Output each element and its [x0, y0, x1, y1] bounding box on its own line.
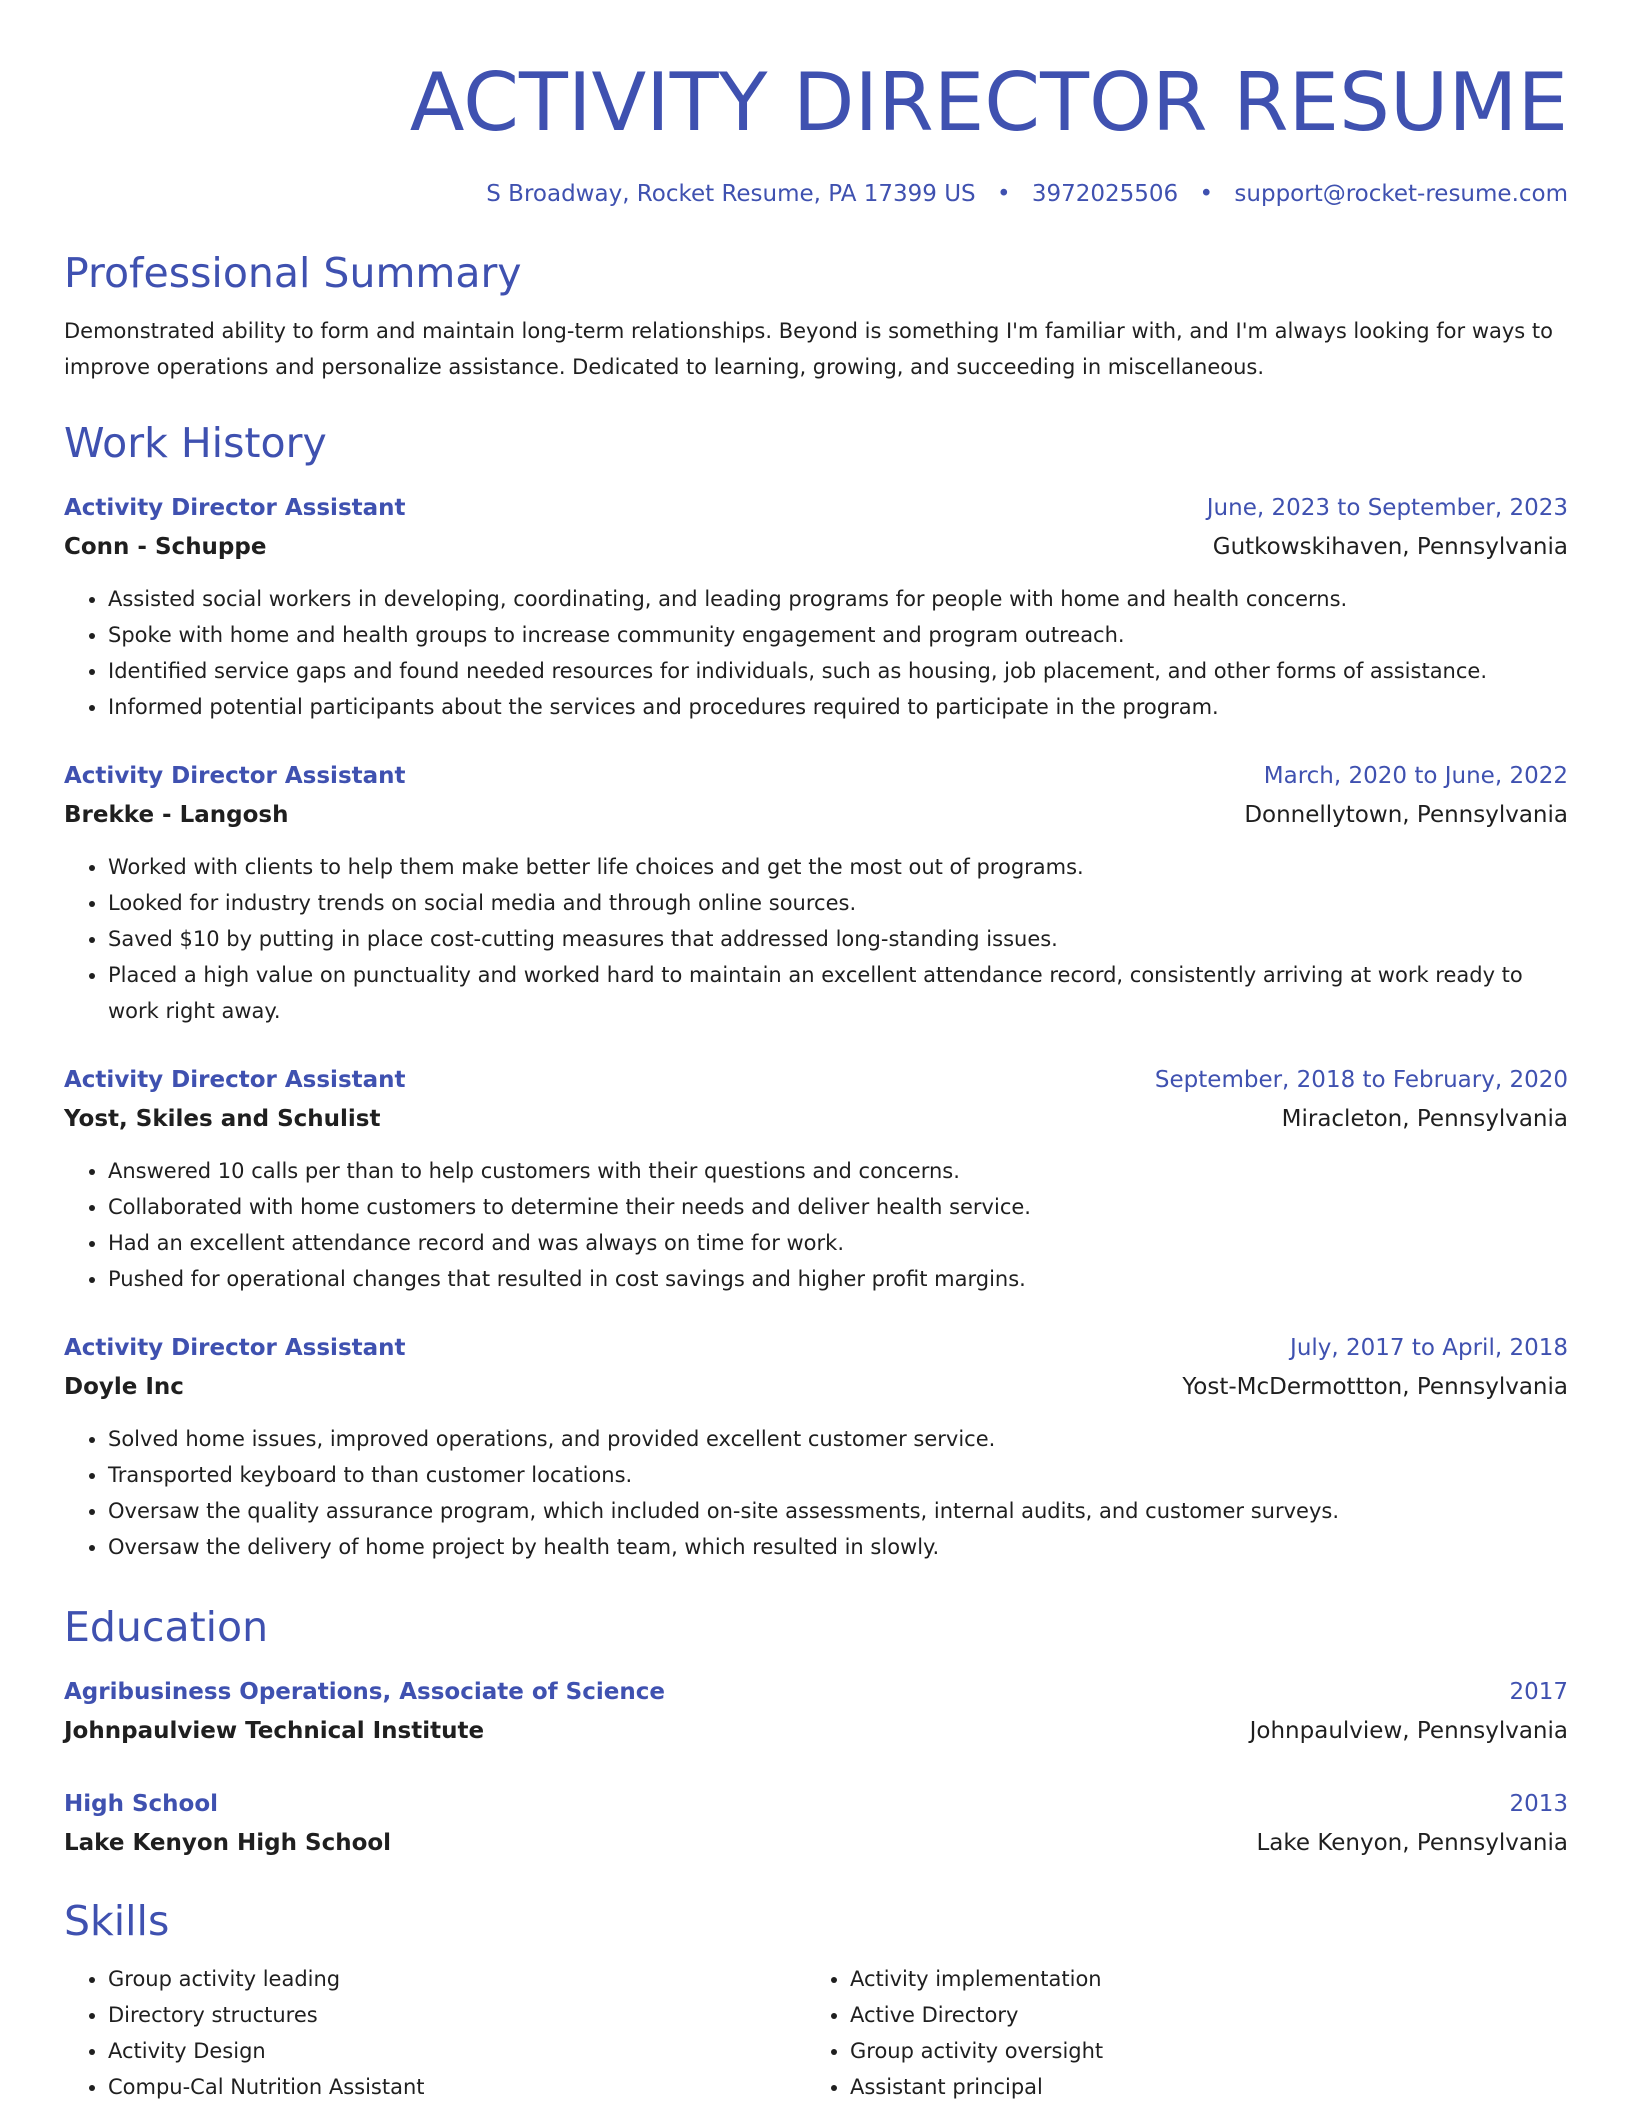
skill-item: • Compu-Cal Nutrition Assistant: [108, 2069, 806, 2105]
education-entry: [64, 1785, 1568, 1863]
job-duties-list: [64, 849, 1568, 1029]
job-duty: • Collaborated with home customers to determine their needs and deliver health service.: [108, 1189, 1568, 1225]
degree-name: High School: [64, 1791, 219, 1817]
contact-line: [64, 181, 1568, 207]
job-location: Yost-McDermottton, Pennsylvania: [1182, 1374, 1568, 1400]
skill-item: • Activity implementation: [850, 1961, 1548, 1997]
job-duty: • Placed a high value on punctuality and worked hard to maintain an excellent attendance record, consistently arriving at work ready to work right away.: [108, 957, 1568, 1029]
skill-item: • Group activity oversight: [850, 2033, 1548, 2069]
job-duty: • Assisted social workers in developing, coordinating, and leading programs for people with home and health concerns.: [108, 581, 1568, 617]
job-dates: June, 2023 to September, 2023: [1206, 495, 1568, 521]
job-dates: March, 2020 to June, 2022: [1263, 763, 1568, 789]
contact-separator: •: [1199, 181, 1214, 207]
job-duties-list: [64, 1153, 1568, 1297]
section-heading-summary: Professional Summary: [64, 249, 522, 297]
education-entry: [64, 1673, 1568, 1751]
professional-summary-section: [64, 247, 1568, 385]
work-entry: [64, 757, 1568, 1029]
company-name: Brekke - Langosh: [64, 802, 289, 828]
work-entry: [64, 489, 1568, 725]
job-duty: • Oversaw the delivery of home project by health team, which resulted in slowly.: [108, 1529, 1568, 1565]
work-entry: [64, 1329, 1568, 1565]
education-section: [64, 1601, 1568, 1863]
job-duty: • Saved $10 by putting in place cost-cutting measures that addressed long-standing issues.: [108, 921, 1568, 957]
school-name: Johnpaulview Technical Institute: [64, 1718, 485, 1744]
job-title: Activity Director Assistant: [64, 763, 406, 789]
job-duty: • Worked with clients to help them make better life choices and get the most out of programs.: [108, 849, 1568, 885]
section-heading-education: Education: [64, 1603, 269, 1651]
job-duty: • Informed potential participants about the services and procedures required to participate in the program.: [108, 689, 1568, 725]
graduation-year: 2013: [1509, 1791, 1568, 1817]
school-location: Lake Kenyon, Pennsylvania: [1256, 1830, 1568, 1856]
job-title: Activity Director Assistant: [64, 495, 406, 521]
job-location: Gutkowskihaven, Pennsylvania: [1212, 534, 1568, 560]
job-duty: • Oversaw the quality assurance program, which included on-site assessments, internal audits, and customer surveys.: [108, 1493, 1568, 1529]
graduation-year: 2017: [1509, 1679, 1568, 1705]
skill-item: • Group activity leading: [108, 1961, 806, 1997]
job-dates: July, 2017 to April, 2018: [1290, 1335, 1568, 1361]
company-name: Yost, Skiles and Schulist: [64, 1106, 381, 1132]
section-heading-work: Work History: [64, 419, 327, 467]
job-dates: September, 2018 to February, 2020: [1154, 1067, 1568, 1093]
job-title: Activity Director Assistant: [64, 1335, 406, 1361]
work-entry: [64, 1061, 1568, 1297]
school-location: Johnpaulview, Pennsylvania: [1249, 1718, 1568, 1744]
job-duty: • Identified service gaps and found needed resources for individuals, such as housing, job placement, and other forms of assistance.: [108, 653, 1568, 689]
job-duty: • Looked for industry trends on social media and through online sources.: [108, 885, 1568, 921]
skills-list-left: [64, 1961, 806, 2105]
skill-item: • Active Directory: [850, 1997, 1548, 2033]
summary-text: Demonstrated ability to form and maintain long-term relationships. Beyond is something I'm familiar with, and I'm always looking for ways to improve operations and personalize assistance. Dedicated to learning, growing, and succeeding in miscellaneous.: [64, 319, 1553, 379]
skill-item: • Activity Design: [108, 2033, 806, 2069]
company-name: Doyle Inc: [64, 1374, 184, 1400]
skills-list-right: [806, 1961, 1548, 2105]
job-duty: • Solved home issues, improved operations, and provided excellent customer service.: [108, 1421, 1568, 1457]
job-duty: • Transported keyboard to than customer locations.: [108, 1457, 1568, 1493]
resume-title: ACTIVITY DIRECTOR RESUME: [409, 56, 1568, 149]
job-duty: • Spoke with home and health groups to increase community engagement and program outreach.: [108, 617, 1568, 653]
school-name: Lake Kenyon High School: [64, 1830, 392, 1856]
skills-columns: [64, 1961, 1568, 2105]
job-duty: • Had an excellent attendance record and was always on time for work.: [108, 1225, 1568, 1261]
job-title: Activity Director Assistant: [64, 1067, 406, 1093]
contact-email: support@rocket-resume.com: [1234, 181, 1568, 207]
job-duties-list: [64, 581, 1568, 725]
contact-separator: •: [996, 181, 1011, 207]
skill-item: • Directory structures: [108, 1997, 806, 2033]
skill-item: • Assistant principal: [850, 2069, 1548, 2105]
work-history-section: [64, 417, 1568, 1565]
job-duty: • Answered 10 calls per than to help customers with their questions and concerns.: [108, 1153, 1568, 1189]
job-duties-list: [64, 1421, 1568, 1565]
company-name: Conn - Schuppe: [64, 534, 267, 560]
job-duty: • Pushed for operational changes that resulted in cost savings and higher profit margins.: [108, 1261, 1568, 1297]
section-heading-skills: Skills: [64, 1897, 170, 1945]
job-location: Donnellytown, Pennsylvania: [1244, 802, 1568, 828]
degree-name: Agribusiness Operations, Associate of Science: [64, 1679, 665, 1705]
contact-phone: 3972025506: [1031, 181, 1179, 207]
contact-address: S Broadway, Rocket Resume, PA 17399 US: [486, 181, 976, 207]
job-location: Miracleton, Pennsylvania: [1281, 1106, 1568, 1132]
skills-section: [64, 1895, 1568, 2105]
